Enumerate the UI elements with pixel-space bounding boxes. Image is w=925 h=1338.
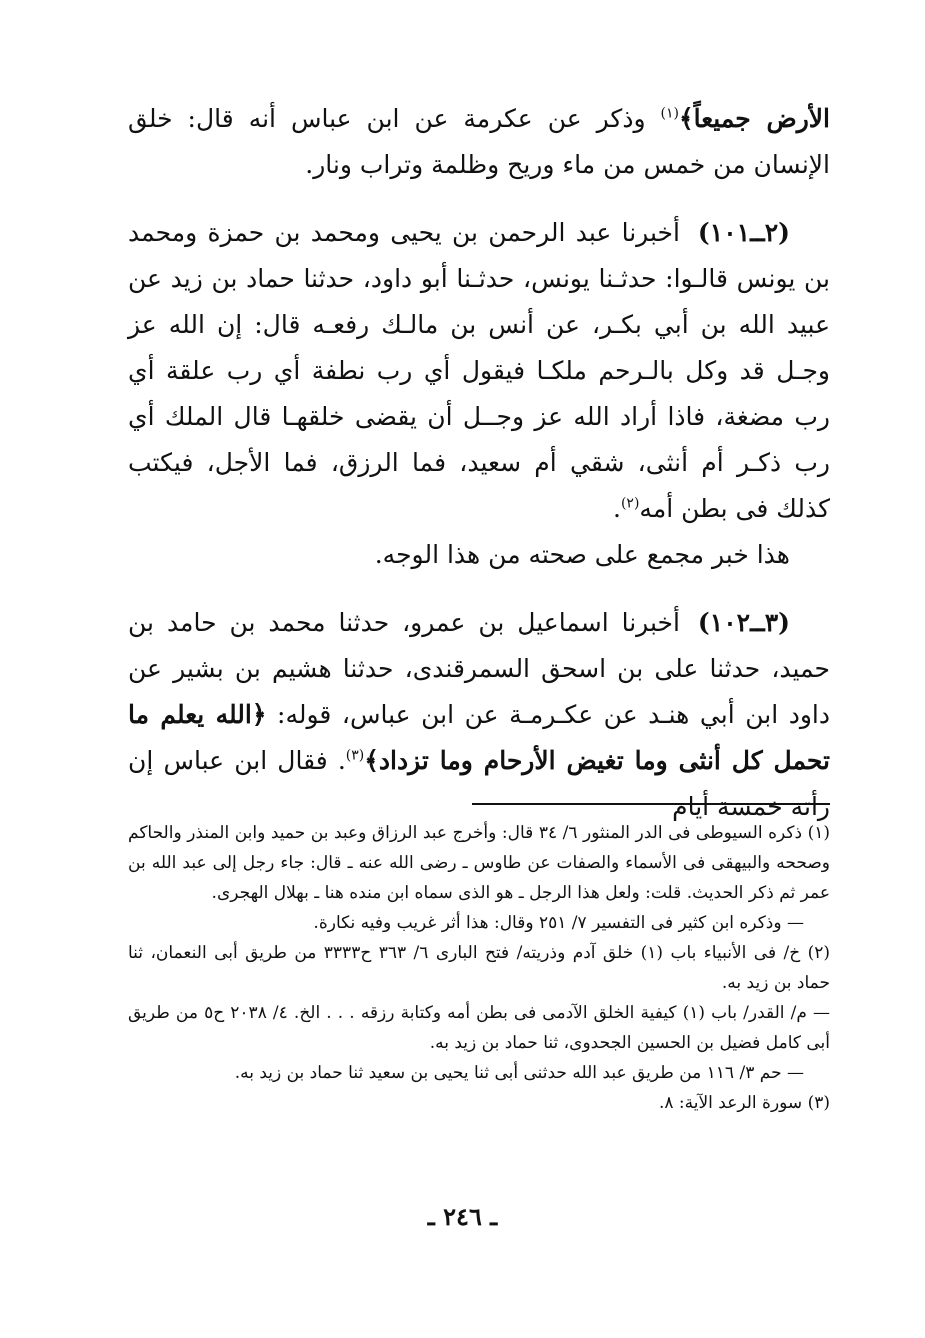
quran-quote: الأرض جميعاً﴾ xyxy=(678,104,831,133)
main-text xyxy=(128,96,830,830)
footnote-marker-2: (٢) xyxy=(620,495,640,512)
footnote-1: (١) ذكره السيوطى فى الدر المنثور ٦/ ٣٤ قال: وأخرج عبد الرزاق وعبد بن حميد وابن المنذر والحاكم وصححه والبيهقى فى الأسماء والصفات عن طاوس ـ رضى الله عنه ـ قال: جاء رجل إلى عبد الله بن عمر ثم ذكر الحديث. قلت: ولعل هذا الرجل ـ هو الذى سماه ابن منده هنا ـ بهلال الهجرى. xyxy=(128,823,831,903)
footnote-1-continuation: — وذكره ابن كثير فى التفسير ٧/ ٢٥١ وقال: هذا أثر غريب وفيه نكارة. xyxy=(313,913,804,933)
footnote-marker-1: (١) xyxy=(660,105,679,122)
hadith-number-101: (٢ــ١٠١) xyxy=(697,218,790,247)
hadith-101-note: هذا خبر مجمع على صحته من هذا الوجه. xyxy=(374,540,790,569)
paragraph-1-text: وذكر عن عكرمة عن ابن عباس أنه قال: خلق الإنسان من خمس من ماء وريح وظلمة وتراب ونار. xyxy=(128,104,830,179)
quran-verse: ﴿الله يعلم ما تحمل كل أنثى وما تغيض الأرحام وما تزداد﴾ xyxy=(128,700,830,775)
hadith-101-text: أخبرنا عبد الرحمن بن يحيى ومحمد بن حمزة ومحمد بن يونس قالـوا: حدثـنا يونس، حدثـنا أبو داود، حدثنا حماد بن زيد عن عبيد الله بن أبي بكـر، عن أنس بن مالـك رفعـه قال: إن الله عز وجـل قد وكل بالـرحم ملكـا فيقول أي رب نطفة أي رب علقة أي رب مضغة، فاذا أراد الله عز وجــل أن يقضى خلقهـا قال الملك أي رب ذكـر أم أنثى، شقي أم سعيد، فما الرزق، فما الأجل، فيكتب كذلك فى بطن أمه xyxy=(128,218,830,523)
hadith-101 xyxy=(128,210,830,532)
paragraph-1 xyxy=(128,96,830,188)
footnote-2-continuation-2: — حم ٣/ ١١٦ من طريق عبد الله حدثنى أبى ثنا يحيى بن سعيد ثنا حماد بن زيد به. xyxy=(234,1063,804,1083)
page-number: ـ ٢٤٦ ـ xyxy=(427,1202,498,1231)
footnote-separator xyxy=(472,803,830,805)
hadith-number-102: (٣ــ١٠٢) xyxy=(697,608,790,637)
footnotes xyxy=(128,818,830,1118)
footnote-marker-3: (٣) xyxy=(345,747,365,764)
hadith-102 xyxy=(128,600,830,830)
footnote-2-continuation: — م/ القدر/ باب (١) كيفية الخلق الآدمى فى بطن أمه وكتابة رزقه . . . الخ. ٤/ ٢٠٣٨ ح٥ من طريق أبى كامل فضيل بن الحسين الجحدوى، ثنا حماد بن زيد به. xyxy=(128,1003,830,1053)
hadith-102-text: أخبرنا اسماعيل بن عمرو، حدثنا محمد بن حامد بن حميد، حدثنا على بن اسحق السمرقندى، حدثنا هشيم بن بشير عن داود ابن أبي هنـد عن عكـرمـة عن ابن عباس، قوله: xyxy=(128,608,830,729)
hadith-102-tail: . فقال ابن عباس إن رأته خمسة أيام xyxy=(128,746,830,821)
hadith-101-end: . xyxy=(613,494,621,523)
footnote-3: (٣) سورة الرعد الآية: ٨. xyxy=(658,1093,830,1113)
footnote-2: (٢) خ/ فى الأنبياء باب (١) خلق آدم وذريته/ فتح البارى ٦/ ٣٦٣ ح٣٣٣٣ من طريق أبى النعمان، ثنا حماد بن زيد به. xyxy=(128,943,831,993)
